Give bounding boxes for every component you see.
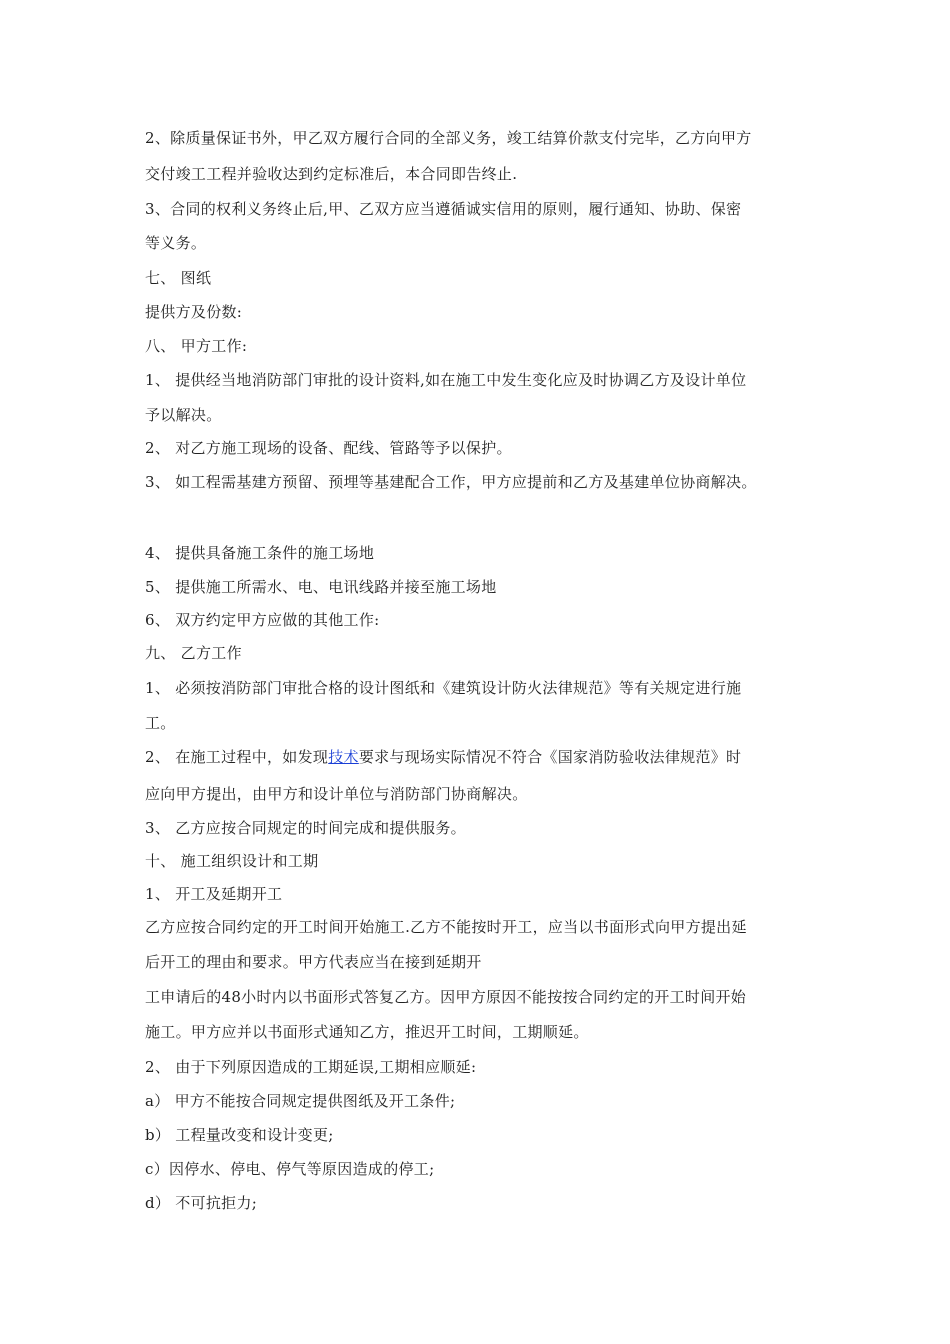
list-item: c）因停水、停电、停气等原因造成的停工; [145,1160,435,1178]
paragraph-line: 3、 如工程需基建方预留、预埋等基建配合工作，甲方应提前和乙方及基建单位协商解决。 [145,473,757,491]
paragraph-line: 交付竣工工程并验收达到约定标准后，本合同即告终止. [145,165,518,183]
paragraph-line: 予以解决。 [145,406,222,424]
list-item: b） 工程量改变和设计变更; [145,1126,334,1144]
paragraph-line: 2、 对乙方施工现场的设备、配线、管路等予以保护。 [145,439,512,457]
list-item: d） 不可抗拒力; [145,1194,258,1212]
paragraph-line: 1、 提供经当地消防部门审批的设计资料,如在施工中发生变化应及时协调乙方及设计单位 [145,371,747,389]
paragraph-line: 3、 乙方应按合同规定的时间完成和提供服务。 [145,819,466,837]
section-heading: 七、 图纸 [145,269,212,287]
paragraph-line: 施工。甲方应并以书面形式通知乙方，推迟开工时间，工期顺延。 [145,1023,589,1041]
paragraph-line: 4、 提供具备施工条件的施工场地 [145,544,375,562]
section-heading: 八、 甲方工作: [145,337,248,355]
paragraph-line-with-link [145,747,741,767]
link-line-suffix: 要求与现场实际情况不符合《国家消防验收法律规范》时 [358,748,742,766]
paragraph-line: 1、 开工及延期开工 [145,885,283,903]
paragraph-line: 3、合同的权利义务终止后,甲、乙双方应当遵循诚实信用的原则，履行通知、协助、保密 [145,200,742,218]
paragraph-line: 1、 必须按消防部门审批合格的设计图纸和《建筑设计防火法律规范》等有关规定进行施 [145,679,742,697]
paragraph-line: 2、 由于下列原因造成的工期延误,工期相应顺延: [145,1058,477,1076]
paragraph-line: 应向甲方提出，由甲方和设计单位与消防部门协商解决。 [145,785,528,803]
tech-link[interactable]: 技术 [328,748,359,766]
paragraph-line: 工申请后的48小时内以书面形式答复乙方。因甲方原因不能按按合同约定的开工时间开始 [145,988,747,1006]
list-item: a） 甲方不能按合同规定提供图纸及开工条件; [145,1092,456,1110]
paragraph-line: 乙方应按合同约定的开工时间开始施工.乙方不能按时开工，应当以书面形式向甲方提出延 [145,918,747,936]
paragraph-line: 工。 [145,714,176,732]
paragraph-line: 6、 双方约定甲方应做的其他工作: [145,611,380,629]
link-line-prefix: 2、 在施工过程中，如发现 [145,748,329,766]
section-heading: 九、 乙方工作 [145,644,242,662]
paragraph-line: 提供方及份数: [145,303,243,321]
paragraph-line: 等义务。 [145,234,207,252]
section-heading: 十、 施工组织设计和工期 [145,852,319,870]
paragraph-line: 后开工的理由和要求。甲方代表应当在接到延期开 [145,953,482,971]
paragraph-line: 5、 提供施工所需水、电、电讯线路并接至施工场地 [145,578,497,596]
paragraph-line: 2、除质量保证书外，甲乙双方履行合同的全部义务，竣工结算价款支付完毕，乙方向甲方 [145,129,752,147]
